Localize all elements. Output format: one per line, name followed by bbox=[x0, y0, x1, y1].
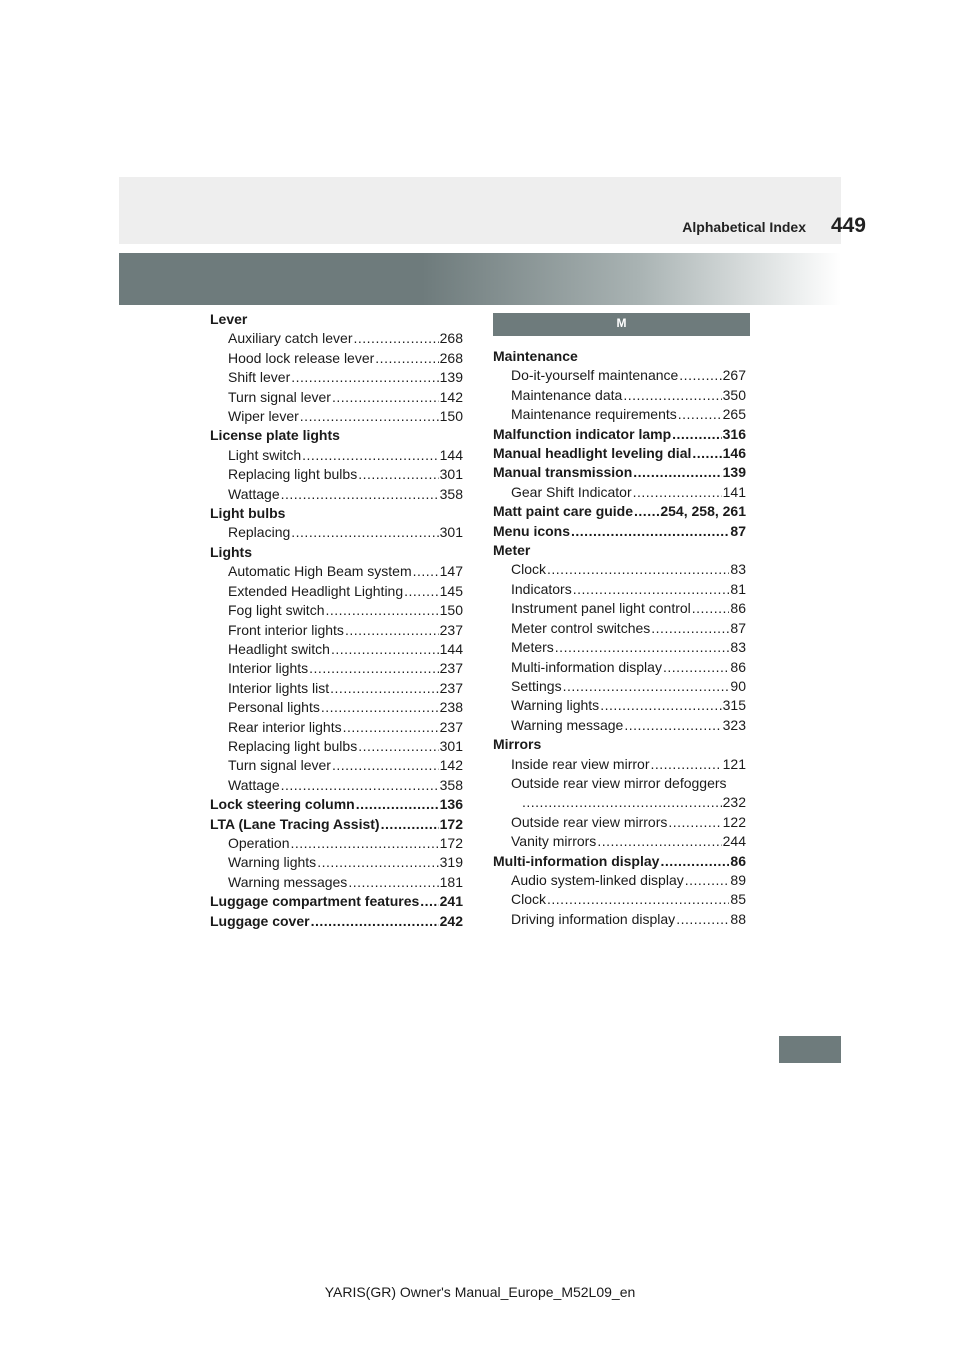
entry-text: Manual headlight leveling dial bbox=[493, 445, 692, 462]
entry-pages: 232 bbox=[722, 794, 746, 811]
index-subentry bbox=[210, 737, 463, 756]
index-subentry bbox=[210, 523, 463, 542]
entry-pages: 88 bbox=[730, 910, 746, 927]
entry-pages: 254, 258, 261 bbox=[660, 503, 746, 520]
entry-pages: 121 bbox=[722, 755, 746, 772]
index-subentry bbox=[210, 621, 463, 640]
entry-pages: 358 bbox=[439, 776, 463, 793]
entry-pages: 316 bbox=[722, 425, 746, 442]
index-subentry bbox=[493, 580, 746, 599]
thumb-index-tab bbox=[779, 1036, 841, 1063]
entry-text: Mirrors bbox=[493, 736, 542, 753]
entry-text: Manual transmission bbox=[493, 464, 633, 481]
entry-text: Extended Headlight Lighting bbox=[228, 582, 404, 599]
dot-leader bbox=[547, 890, 729, 909]
entry-text: Replacing bbox=[228, 524, 291, 541]
dot-leader bbox=[623, 386, 721, 405]
entry-text: Luggage cover bbox=[210, 912, 310, 929]
dot-leader bbox=[317, 853, 438, 872]
entry-text: Rear interior lights bbox=[228, 718, 342, 735]
index-subentry bbox=[493, 890, 746, 909]
entry-text: Maintenance requirements bbox=[511, 406, 677, 423]
dot-leader bbox=[343, 718, 439, 737]
index-subentry bbox=[210, 718, 463, 737]
entry-pages: 85 bbox=[730, 891, 746, 908]
dot-leader bbox=[420, 892, 438, 911]
dot-leader bbox=[356, 795, 439, 814]
entry-pages: 238 bbox=[439, 699, 463, 716]
dot-leader bbox=[290, 834, 438, 853]
entry-text: Auxiliary catch lever bbox=[228, 330, 353, 347]
entry-pages: 122 bbox=[722, 813, 746, 830]
dot-leader bbox=[563, 677, 730, 696]
index-heading bbox=[210, 912, 463, 931]
entry-text: Luggage compartment features bbox=[210, 893, 420, 910]
dot-leader bbox=[672, 425, 722, 444]
entry-pages: 146 bbox=[722, 445, 746, 462]
entry-text: Headlight switch bbox=[228, 640, 330, 657]
entry-text: Replacing light bulbs bbox=[228, 737, 358, 754]
entry-pages: 242 bbox=[439, 912, 463, 929]
entry-pages: 144 bbox=[439, 446, 463, 463]
dot-leader bbox=[663, 658, 729, 677]
index-subentry bbox=[493, 560, 746, 579]
footer-manual-id: YARIS(GR) Owner's Manual_Europe_M52L09_en bbox=[324, 1284, 636, 1300]
index-subentry bbox=[210, 853, 463, 872]
dot-leader bbox=[345, 621, 439, 640]
index-heading bbox=[493, 347, 746, 366]
entry-text: Warning messages bbox=[228, 873, 348, 890]
dot-leader bbox=[332, 388, 439, 407]
entry-pages: 268 bbox=[439, 330, 463, 347]
entry-pages: 141 bbox=[722, 483, 746, 500]
entry-text: Malfunction indicator lamp bbox=[493, 425, 672, 442]
header-gradient-bar bbox=[119, 253, 841, 305]
entry-pages: 301 bbox=[439, 524, 463, 541]
entry-text: Instrument panel light control bbox=[511, 600, 691, 617]
index-heading bbox=[493, 541, 746, 560]
dot-leader bbox=[633, 463, 721, 482]
index-subentry bbox=[210, 582, 463, 601]
entry-text: Wattage bbox=[228, 776, 280, 793]
dot-leader bbox=[358, 737, 438, 756]
dot-leader bbox=[692, 444, 721, 463]
dot-leader bbox=[404, 582, 439, 601]
entry-text: Matt paint care guide bbox=[493, 503, 634, 520]
entry-pages: 323 bbox=[722, 716, 746, 733]
index-subentry bbox=[210, 679, 463, 698]
index-heading bbox=[493, 425, 746, 444]
entry-text: Menu icons bbox=[493, 522, 571, 539]
dot-leader bbox=[354, 329, 439, 348]
dot-leader bbox=[331, 640, 439, 659]
index-subentry bbox=[493, 619, 746, 638]
dot-leader bbox=[325, 601, 438, 620]
index-heading bbox=[493, 735, 746, 754]
entry-text: Warning lights bbox=[511, 697, 600, 714]
entry-pages: 241 bbox=[439, 893, 463, 910]
entry-pages: 181 bbox=[439, 873, 463, 890]
index-subentry bbox=[493, 405, 746, 424]
dot-leader bbox=[332, 756, 439, 775]
dot-leader bbox=[634, 502, 659, 521]
letter-heading-m: M bbox=[493, 313, 750, 336]
entry-pages: 172 bbox=[439, 815, 463, 832]
index-subentry bbox=[210, 776, 463, 795]
dot-leader bbox=[692, 599, 730, 618]
entry-pages: 237 bbox=[439, 621, 463, 638]
entry-pages: 265 bbox=[722, 406, 746, 423]
index-subentry bbox=[210, 873, 463, 892]
entry-pages: 142 bbox=[439, 757, 463, 774]
entry-text: Front interior lights bbox=[228, 621, 344, 638]
entry-text: Light bulbs bbox=[210, 505, 286, 522]
entry-text: Clock bbox=[511, 891, 547, 908]
entry-text: Multi-information display bbox=[493, 852, 660, 869]
index-subentry bbox=[493, 871, 746, 890]
index-subentry bbox=[210, 368, 463, 387]
entry-pages: 136 bbox=[439, 796, 463, 813]
entry-text: Do-it-yourself maintenance bbox=[511, 367, 679, 384]
entry-pages: 267 bbox=[722, 367, 746, 384]
entry-text: Outside rear view mirror defoggers bbox=[511, 774, 727, 791]
index-subentry bbox=[493, 716, 746, 735]
entry-pages: 83 bbox=[730, 639, 746, 656]
entry-pages: 150 bbox=[439, 602, 463, 619]
dot-leader bbox=[348, 873, 438, 892]
entry-pages: 86 bbox=[730, 600, 746, 617]
entry-text: Lock steering column bbox=[210, 796, 355, 813]
dot-leader bbox=[358, 465, 438, 484]
entry-pages: 86 bbox=[730, 658, 746, 675]
entry-pages: 301 bbox=[439, 737, 463, 754]
entry-text: License plate lights bbox=[210, 427, 340, 444]
entry-pages: 244 bbox=[722, 833, 746, 850]
entry-pages: 268 bbox=[439, 349, 463, 366]
entry-text: Personal lights bbox=[228, 699, 320, 716]
index-subentry bbox=[210, 329, 463, 348]
entry-pages: 86 bbox=[730, 852, 746, 869]
index-subentry bbox=[210, 349, 463, 368]
dot-leader bbox=[660, 852, 729, 871]
dot-leader bbox=[311, 912, 439, 931]
entry-pages: 90 bbox=[730, 677, 746, 694]
index-subentry bbox=[210, 446, 463, 465]
dot-leader bbox=[650, 755, 721, 774]
dot-leader bbox=[309, 659, 438, 678]
entry-pages: 315 bbox=[722, 697, 746, 714]
index-subentry bbox=[493, 696, 746, 715]
entry-text: Replacing light bulbs bbox=[228, 466, 358, 483]
dot-leader bbox=[281, 776, 439, 795]
entry-text: LTA (Lane Tracing Assist) bbox=[210, 815, 380, 832]
entry-text: Lever bbox=[210, 311, 248, 327]
index-subentry bbox=[210, 407, 463, 426]
dot-leader bbox=[676, 910, 729, 929]
entry-pages: 237 bbox=[439, 679, 463, 696]
section-title: Alphabetical Index bbox=[682, 219, 806, 235]
dot-leader bbox=[668, 813, 721, 832]
index-subentry bbox=[493, 386, 746, 405]
entry-text: Warning message bbox=[511, 716, 624, 733]
entry-text: Wiper lever bbox=[228, 408, 299, 425]
index-heading bbox=[493, 444, 746, 463]
entry-text: Light switch bbox=[228, 446, 302, 463]
dot-leader bbox=[679, 366, 721, 385]
index-subentry bbox=[493, 599, 746, 618]
entry-pages: 87 bbox=[730, 522, 746, 539]
index-subentry bbox=[493, 832, 746, 851]
dot-leader bbox=[633, 483, 722, 502]
index-heading bbox=[493, 502, 746, 521]
dot-leader bbox=[624, 716, 721, 735]
entry-pages: 145 bbox=[439, 582, 463, 599]
entry-pages: 319 bbox=[439, 854, 463, 871]
dot-leader bbox=[571, 522, 729, 541]
entry-pages: 142 bbox=[439, 388, 463, 405]
index-heading bbox=[210, 795, 463, 814]
entry-text: Meter bbox=[493, 542, 531, 559]
entry-pages: 144 bbox=[439, 640, 463, 657]
index-subentry bbox=[210, 834, 463, 853]
entry-pages: 147 bbox=[439, 563, 463, 580]
dot-leader bbox=[413, 562, 439, 581]
index-column-left bbox=[210, 310, 463, 931]
entry-pages: 139 bbox=[439, 369, 463, 386]
dot-leader bbox=[291, 368, 438, 387]
dot-leader bbox=[600, 696, 721, 715]
index-heading bbox=[493, 852, 746, 871]
entry-text: Interior lights bbox=[228, 660, 309, 677]
entry-pages: 83 bbox=[730, 561, 746, 578]
index-subentry bbox=[493, 910, 746, 929]
entry-text: Operation bbox=[228, 834, 290, 851]
entry-text: Indicators bbox=[511, 580, 572, 597]
dot-leader bbox=[381, 815, 439, 834]
index-subentry bbox=[210, 562, 463, 581]
index-subentry bbox=[493, 483, 746, 502]
entry-pages: 358 bbox=[439, 485, 463, 502]
entry-pages: 150 bbox=[439, 408, 463, 425]
dot-leader bbox=[522, 793, 722, 812]
dot-leader bbox=[678, 405, 722, 424]
entry-text: Driving information display bbox=[511, 910, 676, 927]
entry-pages: 350 bbox=[722, 386, 746, 403]
index-subentry bbox=[210, 388, 463, 407]
index-subentry bbox=[493, 813, 746, 832]
entry-pages: 87 bbox=[730, 619, 746, 636]
index-subentry bbox=[210, 659, 463, 678]
entry-text: Clock bbox=[511, 561, 547, 578]
entry-text: Vanity mirrors bbox=[511, 833, 597, 850]
dot-leader bbox=[291, 523, 438, 542]
entry-text: Meter control switches bbox=[511, 619, 651, 636]
entry-pages: 172 bbox=[439, 834, 463, 851]
index-heading bbox=[210, 504, 463, 523]
page-number: 449 bbox=[830, 214, 866, 237]
index-subentry bbox=[210, 698, 463, 717]
index-subentry bbox=[493, 658, 746, 677]
entry-text: Turn signal lever bbox=[228, 757, 331, 774]
entry-pages: 237 bbox=[439, 718, 463, 735]
entry-text: Hood lock release lever bbox=[228, 349, 375, 366]
entry-text: Turn signal lever bbox=[228, 388, 331, 405]
index-subentry bbox=[493, 755, 746, 774]
dot-leader bbox=[375, 349, 438, 368]
entry-text: Settings bbox=[511, 677, 562, 694]
index-subentry bbox=[210, 756, 463, 775]
dot-leader bbox=[300, 407, 439, 426]
entry-text: Meters bbox=[511, 639, 554, 656]
index-subentry bbox=[210, 640, 463, 659]
dot-leader bbox=[547, 560, 729, 579]
index-subentry bbox=[493, 677, 746, 696]
entry-text: Automatic High Beam system bbox=[228, 563, 412, 580]
entry-pages: 81 bbox=[730, 580, 746, 597]
entry-text: Gear Shift Indicator bbox=[511, 483, 632, 500]
entry-text: Audio system-linked display bbox=[511, 871, 684, 888]
index-subentry bbox=[493, 774, 746, 813]
entry-text: Maintenance bbox=[493, 348, 578, 364]
index-subentry bbox=[210, 601, 463, 620]
entry-text: Fog light switch bbox=[228, 602, 325, 619]
dot-leader bbox=[597, 832, 721, 851]
index-heading bbox=[210, 426, 463, 445]
index-heading bbox=[210, 310, 463, 329]
entry-text: Lights bbox=[210, 543, 252, 560]
entry-text: Shift lever bbox=[228, 369, 291, 386]
index-subentry bbox=[210, 485, 463, 504]
dot-leader bbox=[302, 446, 438, 465]
index-heading bbox=[493, 463, 746, 482]
index-entries-m bbox=[493, 347, 746, 929]
dot-leader bbox=[281, 485, 439, 504]
entry-text: Interior lights list bbox=[228, 679, 330, 696]
dot-leader bbox=[573, 580, 730, 599]
entry-text: Multi-information display bbox=[511, 658, 662, 675]
entry-text: Warning lights bbox=[228, 854, 317, 871]
dot-leader bbox=[685, 871, 730, 890]
entry-text: Wattage bbox=[228, 485, 280, 502]
index-heading bbox=[210, 543, 463, 562]
dot-leader bbox=[555, 638, 730, 657]
index-subentry bbox=[493, 366, 746, 385]
index-heading bbox=[493, 522, 746, 541]
index-column-right bbox=[493, 313, 746, 929]
entry-text: Outside rear view mirrors bbox=[511, 813, 668, 830]
entry-pages: 301 bbox=[439, 466, 463, 483]
entry-pages: 237 bbox=[439, 660, 463, 677]
entry-pages: 89 bbox=[730, 871, 746, 888]
entry-pages: 139 bbox=[722, 464, 746, 481]
entry-text: Maintenance data bbox=[511, 386, 623, 403]
index-heading bbox=[210, 892, 463, 911]
index-heading bbox=[210, 815, 463, 834]
entry-text: Inside rear view mirror bbox=[511, 755, 650, 772]
index-subentry bbox=[493, 638, 746, 657]
index-subentry bbox=[210, 465, 463, 484]
dot-leader bbox=[651, 619, 729, 638]
dot-leader bbox=[330, 679, 438, 698]
dot-leader bbox=[321, 698, 439, 717]
